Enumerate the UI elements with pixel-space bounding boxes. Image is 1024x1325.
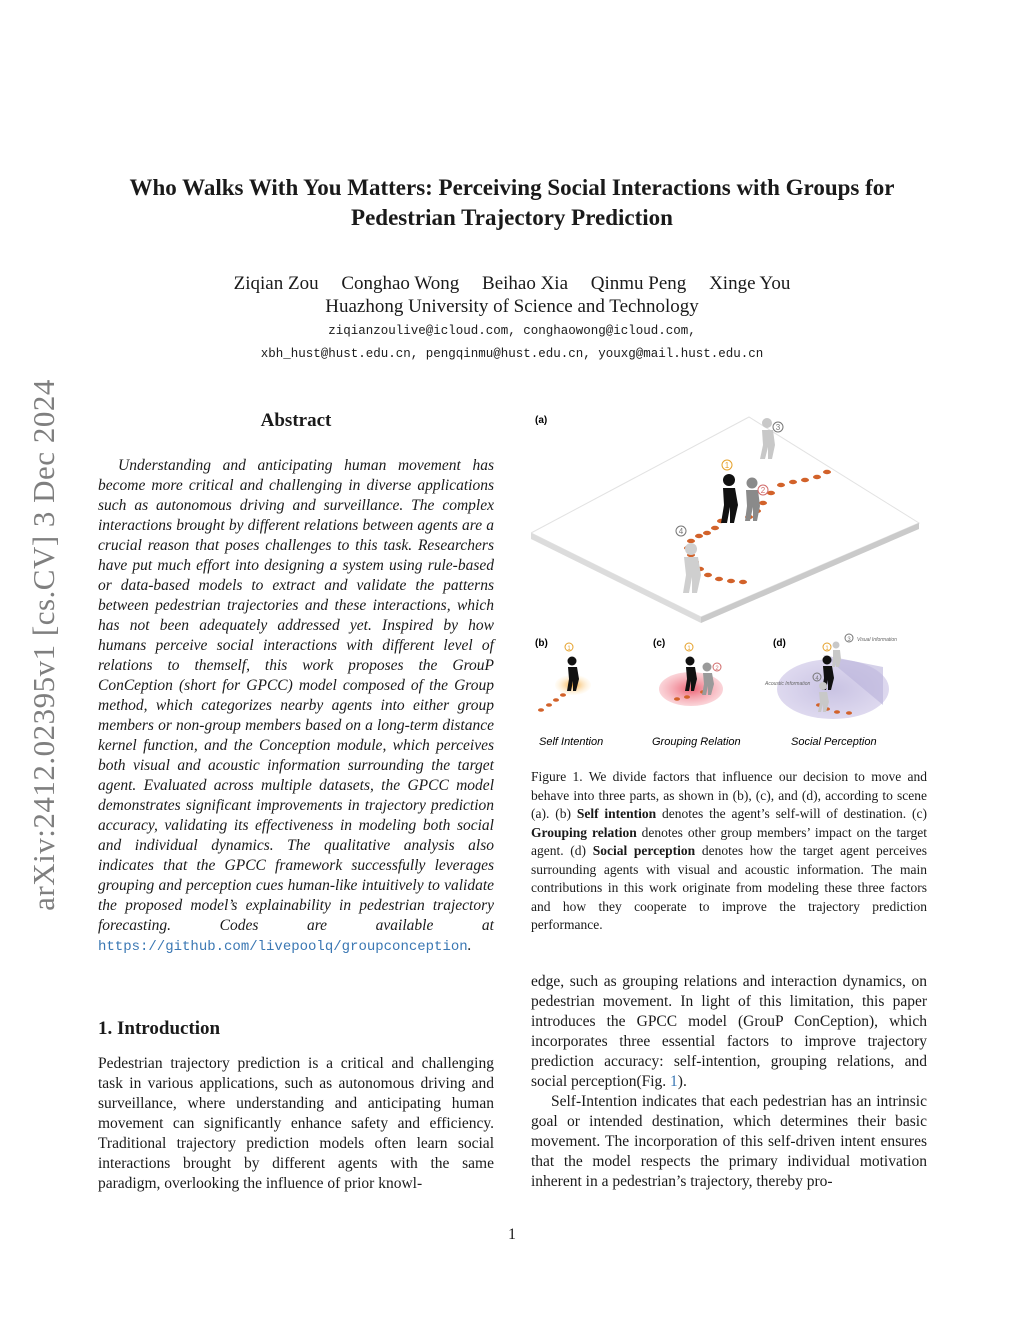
abstract-body: Understanding and anticipating human movement has become more critical and challenging in diverse applications such as autonomous driving and surveillance. The complex interactions brought by different relations between agents are a crucial reason that poses challenges to this task. Researchers have put much effort into designing a system using rule-based or data-based models to extract and validate the patterns between pedestrian trajectories and these interactions, which has not been adequately addressed yet. Inspired by how humans perceive social interactions with different level of relations to themself, this work proposes the GrouP ConCeption (short for GPCC) model composed of the Group method, which categorizes nearby agents into either group members or non-group members based on a long-term distance kernel function, and the Conception module, which perceives both visual and acoustic information surrounding the target agent. Evaluated across multiple datasets, the GPCC model demonstrates significant improvements in trajectory prediction accuracy, validating its effectiveness in modeling both social and individual dynamics. The qualitative analysis also indicates that the GPCC framework successfully leverages grouping and perception cues human-like intuitively to validate the proposed model’s explainability in pedestrian trajectory forecasting. Codes are available at https://github.com/livepoolq/groupconception. <box>98 457 494 955</box>
email-line-1: ziqianzoulive@icloud.com, conghaowong@icloud.com, <box>328 324 696 338</box>
svg-text:4: 4 <box>815 676 819 682</box>
svg-text:3: 3 <box>847 637 851 643</box>
panel-b-caption: Self Intention <box>539 736 604 748</box>
svg-text:1: 1 <box>687 646 691 652</box>
abstract-text: Understanding and anticipating human movement has become more critical and challenging in diverse applications such as autonomous driving and surveillance. The complex interactions brought by different relations between agents are a crucial reason that poses challenges to this task. Researchers have put much effort into designing a system using rule-based or data-based models to extract and validate the patterns between pedestrian trajectories and these interactions, which has not been adequately addressed yet. Inspired by how humans perceive social interactions with different level of relations to themself, this work proposes the GrouP ConCeption (short for GPCC) model composed of the Group method, which categorizes nearby agents into either group members or non-group members based on a long-term distance kernel function, and the Conception module, which perceives both visual and acoustic information surrounding the target agent. Evaluated across multiple datasets, the GPCC model demonstrates significant improvements in trajectory prediction accuracy, validating its effectiveness in modeling both social and individual dynamics. The qualitative analysis also indicates that the GPCC framework successfully leverages grouping and perception cues human-like intuitively to validate the proposed model’s explainability in pedestrian trajectory forecasting. Codes are available at <box>98 457 494 934</box>
code-link[interactable]: https://github.com/livepoolq/groupconception <box>98 939 468 955</box>
author-list <box>90 272 934 296</box>
svg-text:2: 2 <box>715 666 719 672</box>
pedestrian-d-far <box>832 642 841 668</box>
author: Qinmu Peng <box>590 273 687 294</box>
right-column-text <box>531 972 927 1192</box>
panel-c-caption: Grouping Relation <box>652 736 741 748</box>
panel-d-label: (d) <box>773 638 786 649</box>
author: Ziqian Zou <box>233 273 319 294</box>
paper-title: Who Walks With You Matters: Perceiving Social Interactions with Groups for Pedestrian Trajectory Prediction <box>129 175 895 230</box>
svg-text:2: 2 <box>760 486 766 495</box>
pedestrian-c-target <box>685 657 697 692</box>
pedestrian-c-member <box>702 663 714 696</box>
figure-ref-link[interactable]: 1 <box>670 1073 678 1090</box>
abstract-heading: Abstract <box>260 410 332 431</box>
affiliation: Huazhong University of Science and Technology <box>325 296 699 317</box>
figure-1 <box>531 405 931 760</box>
acoustic-info-label: Acoustic Information <box>765 681 811 687</box>
paragraph: edge, such as grouping relations and interaction dynamics, on pedestrian movement. In light of this limitation, this paper introduces the GPCC model (GrouP ConCeption), which incorporates three essential factors to improve trajectory prediction accuracy: self-intention, grouping relations, and social perception(Fig. 1). <box>531 973 927 1090</box>
svg-text:1: 1 <box>567 646 571 652</box>
panel-c-label: (c) <box>653 638 666 649</box>
email-line-2: xbh_hust@hust.edu.cn, pengqinmu@hust.edu.cn, youxg@mail.hust.edu.cn <box>260 347 764 361</box>
page-number: 1 <box>508 1226 516 1243</box>
svg-text:1: 1 <box>724 461 730 470</box>
author: Xinge You <box>709 273 791 294</box>
svg-text:4: 4 <box>678 527 684 536</box>
intro-heading: 1. Introduction <box>98 1018 221 1039</box>
panel-a-label: (a) <box>535 415 548 426</box>
svg-text:3: 3 <box>775 423 781 432</box>
paragraph: Self-Intention indicates that each pedestrian has an intrinsic goal or intended destination, which determines their basic movement. The incorporation of this self-driven intent ensures that the model respects the primary individual motivation inherent in a pedestrian’s trajectory, thereby pro- <box>531 1093 927 1190</box>
arxiv-side-label: arXiv:2412.02395v1 [cs.CV] 3 Dec 2024 <box>26 379 61 911</box>
intro-body: Pedestrian trajectory prediction is a critical and challenging task in various applications, such as autonomous driving and surveillance, where understanding and anticipating human movement can significantly enhance safety and efficiency. Traditional trajectory prediction models often learn social interactions brought by different agents with the same paradigm, overlooking the influence of prior knowl- <box>98 1055 494 1192</box>
panel-d-caption: Social Perception <box>791 736 877 748</box>
author: Conghao Wong <box>341 273 460 294</box>
visual-info-label: Visual Information <box>857 637 897 643</box>
author: Beihao Xia <box>482 273 569 294</box>
pedestrian-b <box>567 657 579 692</box>
svg-text:1: 1 <box>825 646 829 652</box>
figure-caption: Figure 1. We divide factors that influence our decision to move and behave into three parts, as shown in (b), (c), and (d), according to scene (a). (b) Self intention denotes the agent’s self-will of destination. (c) Grouping relation denotes other group members’ impact on the target agent. (d) Social perception denotes how the target agent perceives surrounding agents with visual and acoustic information. The main contributions in this work originate from modeling these three factors and how they cooperate to improve the trajectory prediction performance. <box>531 769 927 932</box>
panel-b-label: (b) <box>535 638 548 649</box>
